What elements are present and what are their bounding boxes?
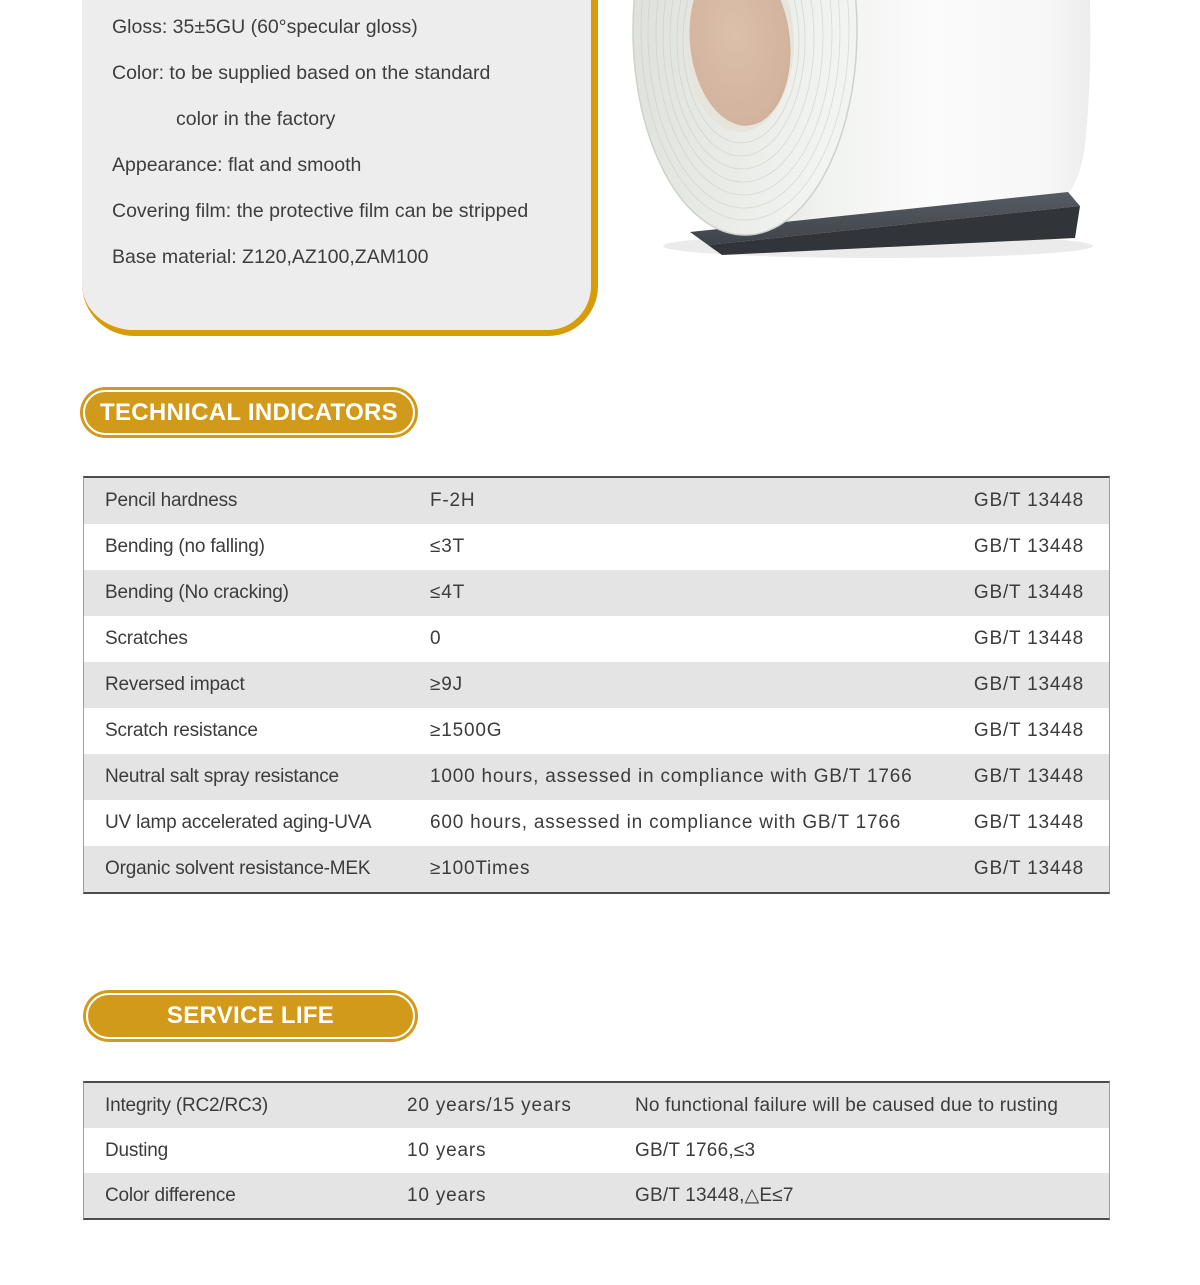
service-item: Color difference: [105, 1184, 236, 1206]
section-badge-label: SERVICE LIFE: [166, 1002, 335, 1029]
indicator-value: 600 hours, assessed in compliance with GB/T 1766: [430, 812, 902, 833]
table-row: [84, 1128, 1109, 1173]
indicator-standard: GB/T 13448: [973, 490, 1084, 511]
indicator-name: Bending (no falling): [105, 536, 265, 557]
indicator-standard: GB/T 13448: [973, 628, 1084, 649]
service-life-table: [83, 1081, 1110, 1220]
service-item: Dusting: [105, 1139, 169, 1161]
indicator-value: ≤3T: [430, 536, 466, 557]
spec-line-appearance: Appearance: flat and smooth: [112, 154, 362, 176]
product-spec-card: [82, 0, 598, 336]
indicator-value: F-2H: [430, 490, 476, 511]
table-row: [84, 478, 1109, 524]
steel-coil-illustration: [628, 0, 1144, 262]
indicator-value: ≥9J: [430, 674, 463, 695]
service-years: 10 years: [407, 1184, 487, 1206]
table-row: [84, 570, 1109, 616]
indicator-value: 1000 hours, assessed in compliance with GB/T 1766: [430, 766, 913, 787]
service-detail: GB/T 13448,△E≤7: [635, 1185, 794, 1206]
indicator-value: 0: [430, 628, 442, 649]
technical-indicators-table: [83, 476, 1110, 894]
product-photo-steel-coil: [628, 0, 1144, 262]
service-item: Integrity (RC2/RC3): [105, 1094, 269, 1116]
spec-line-covering-film: Covering film: the protective film can be stripped: [112, 200, 529, 222]
indicator-standard: GB/T 13448: [973, 812, 1084, 833]
indicator-value: ≥100Times: [430, 858, 531, 879]
indicator-standard: GB/T 13448: [973, 674, 1084, 695]
indicator-name: UV lamp accelerated aging-UVA: [105, 812, 372, 833]
table-row: [84, 1173, 1109, 1218]
section-badge-label: TECHNICAL INDICATORS: [99, 398, 398, 426]
service-detail: No functional failure will be caused due to rusting: [635, 1094, 1059, 1116]
spec-line-base-material: Base material: Z120,AZ100,ZAM100: [112, 246, 429, 268]
indicator-standard: GB/T 13448: [973, 536, 1084, 557]
table-row: [84, 1083, 1109, 1128]
section-badge-technical-indicators: [80, 387, 418, 438]
table-row: [84, 754, 1109, 800]
indicator-name: Neutral salt spray resistance: [105, 766, 339, 787]
indicator-name: Reversed impact: [105, 674, 245, 695]
indicator-standard: GB/T 13448: [973, 720, 1084, 741]
table-row: [84, 846, 1109, 892]
service-years: 20 years/15 years: [407, 1094, 572, 1116]
section-badge-service-life: [83, 990, 418, 1042]
indicator-value: ≤4T: [430, 582, 466, 603]
indicator-name: Bending (No cracking): [105, 582, 289, 603]
table-row: [84, 708, 1109, 754]
indicator-name: Scratch resistance: [105, 720, 258, 741]
indicator-standard: GB/T 13448: [973, 582, 1084, 603]
spec-line-color: Color: to be supplied based on the standard: [112, 62, 491, 84]
spec-line-color-wrap: color in the factory: [176, 108, 336, 130]
table-row: [84, 616, 1109, 662]
indicator-standard: GB/T 13448: [973, 766, 1084, 787]
service-detail: GB/T 1766,≤3: [635, 1139, 756, 1161]
indicator-name: Scratches: [105, 628, 188, 649]
indicator-name: Organic solvent resistance-MEK: [105, 858, 371, 879]
table-row: [84, 524, 1109, 570]
indicator-standard: GB/T 13448: [973, 858, 1084, 879]
table-row: [84, 662, 1109, 708]
spec-line-gloss: Gloss: 35±5GU (60°specular gloss): [112, 16, 418, 38]
table-row: [84, 800, 1109, 846]
indicator-name: Pencil hardness: [105, 490, 238, 511]
service-years: 10 years: [407, 1139, 487, 1161]
indicator-value: ≥1500G: [430, 720, 503, 741]
